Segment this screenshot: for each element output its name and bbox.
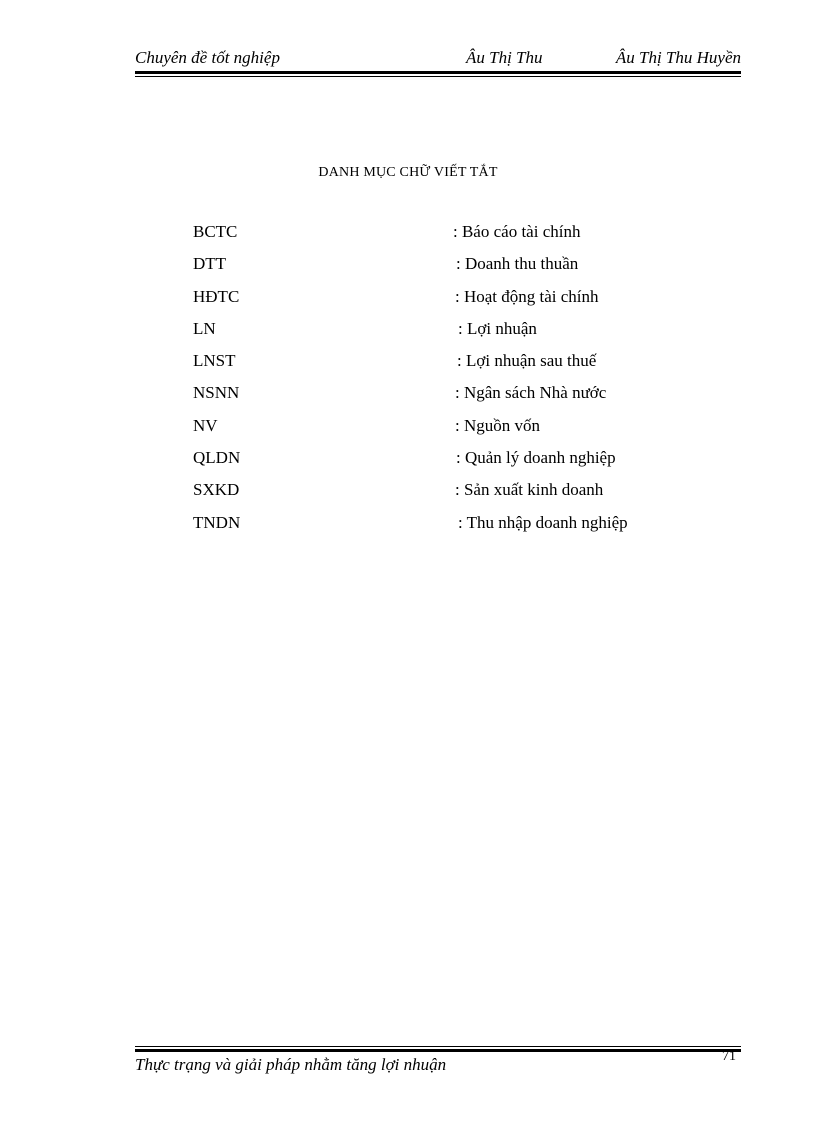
abbreviation-term: NSNN	[193, 383, 240, 403]
abbreviation-term: LN	[193, 318, 216, 338]
page-title: DANH MỤC CHỮ VIẾT TẮT	[318, 165, 498, 180]
abbreviation-definition: : Lợi nhuận sau thuế	[457, 351, 597, 371]
list-item	[193, 254, 693, 286]
header-thesis-label: Chuyên đề tốt nghiệp	[135, 48, 280, 67]
list-item	[193, 513, 693, 545]
page-header	[135, 48, 741, 72]
abbreviation-term: NV	[193, 415, 218, 435]
abbreviation-definition: : Thu nhập doanh nghiệp	[458, 512, 628, 532]
abbreviation-term: BCTC	[193, 222, 238, 241]
header-divider-thin	[135, 76, 741, 77]
header-author-short: Âu Thị Thu	[466, 48, 543, 67]
header-author-full: Âu Thị Thu Huyền	[615, 48, 741, 67]
abbreviation-definition: : Lợi nhuận	[458, 318, 537, 338]
header-divider-thick	[135, 71, 741, 74]
abbreviation-definition: : Doanh thu thuần	[456, 254, 579, 274]
abbreviation-term: HĐTC	[193, 286, 240, 306]
list-item	[193, 222, 693, 254]
abbreviation-term: QLDN	[193, 448, 241, 468]
abbreviation-definition: : Hoạt động tài chính	[455, 286, 599, 306]
list-item	[193, 287, 693, 319]
list-item	[193, 383, 693, 415]
list-item	[193, 448, 693, 480]
list-item	[193, 319, 693, 351]
abbreviation-definition: : Sản xuất kinh doanh	[455, 480, 604, 500]
footer-divider-thin	[135, 1046, 741, 1047]
abbreviation-term: DTT	[193, 254, 227, 274]
abbreviation-term: SXKD	[193, 480, 240, 500]
footer-divider-thick	[135, 1049, 741, 1052]
abbreviation-definition: : Báo cáo tài chính	[453, 222, 581, 241]
abbreviation-term: TNDN	[193, 512, 241, 532]
abbreviation-definition: : Nguồn vốn	[455, 415, 540, 435]
footer-title: Thực trạng và giải pháp nhằm tăng lợi nhuận	[135, 1055, 447, 1074]
list-item	[193, 480, 693, 512]
abbreviation-definition: : Quản lý doanh nghiệp	[456, 448, 616, 468]
abbreviation-list	[193, 222, 693, 545]
list-item	[193, 351, 693, 383]
list-item	[193, 416, 693, 448]
abbreviation-term: LNST	[193, 351, 236, 371]
abbreviation-definition: : Ngân sách Nhà nước	[455, 383, 607, 403]
page-number: 71	[722, 1049, 736, 1064]
